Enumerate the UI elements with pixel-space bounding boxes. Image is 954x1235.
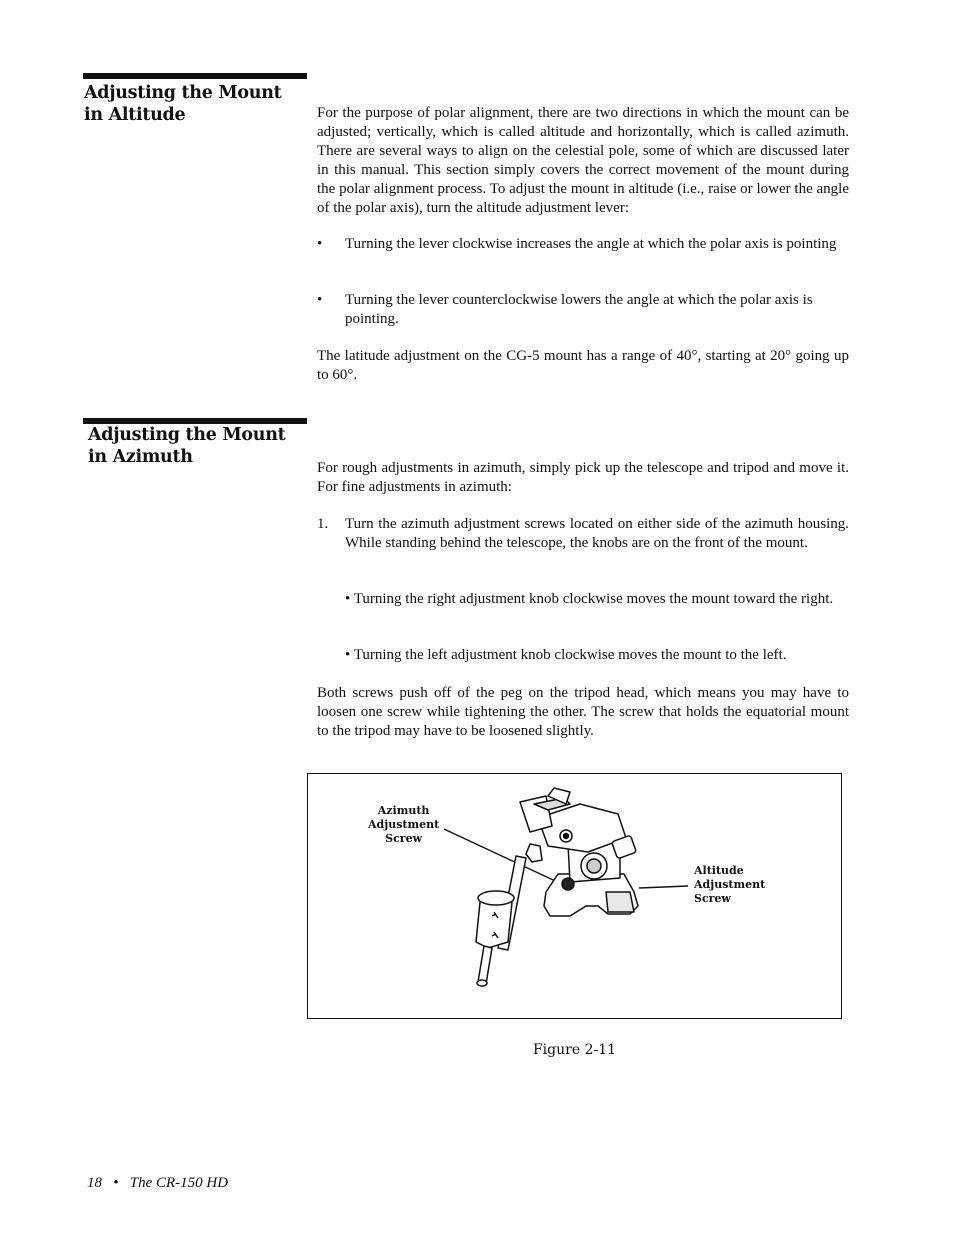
altitude-intro-paragraph: For the purpose of polar alignment, there are two directions in which the mount can be adjusted; vertically, which is called altitude and horizontally, which is called azimuth. There are several ways to align on the celestial pole, some of which are discussed later in this manual. This section simply covers the correct movement of the mount during the polar alignment process. To adjust the mount in altitude (i.e., raise or lower the angle of the polar axis), turn the altitude adjustment lever:: [317, 105, 849, 216]
figure-frame: [307, 773, 842, 1019]
section-title-altitude: Adjusting the Mount in Altitude: [84, 83, 282, 125]
altitude-closing-paragraph: The latitude adjustment on the CG-5 mount has a range of 40°, starting at 20° going up to 60°.: [317, 348, 849, 383]
callout-altitude: Altitude Adjustment Screw: [694, 864, 766, 905]
list-item: [317, 235, 849, 254]
azimuth-sub-bullet-2: • Turning the left adjustment knob clockwise moves the mount to the left.: [345, 647, 787, 663]
page-footer: 18 • The CR-150 HD: [87, 1175, 229, 1191]
figure-caption: Figure 2-11: [532, 1042, 617, 1058]
step-number: 1.: [317, 516, 329, 532]
list-item: [345, 590, 849, 609]
azimuth-closing-paragraph: Both screws push off of the peg on the tripod head, which means you may have to loosen one screw while tightening the other. The screw that holds the equatorial mount to the tripod may have to be loosened slightly.: [317, 685, 849, 739]
mount-illustration: [308, 774, 841, 1018]
bullet-mark: •: [317, 292, 323, 308]
azimuth-intro-paragraph: For rough adjustments in azimuth, simply pick up the telescope and tripod and move it. For fine adjustments in azimuth:: [317, 460, 849, 495]
callout-azimuth: Azimuth Adjustment Screw: [368, 804, 440, 845]
azimuth-step-1: Turn the azimuth adjustment screws located on either side of the azimuth housing. While standing behind the telescope, the knobs are on the front of the mount.: [345, 516, 849, 551]
altitude-leader-line: [639, 886, 688, 888]
section-title-azimuth: Adjusting the Mount in Azimuth: [88, 425, 286, 467]
list-item: [317, 291, 849, 329]
altitude-bullet-2: Turning the lever counterclockwise lowers the angle at which the polar axis is pointing.: [345, 292, 813, 327]
list-item: [317, 515, 849, 553]
bullet-mark: •: [317, 236, 323, 252]
section-rule-altitude: [83, 73, 307, 79]
list-item: [345, 646, 849, 665]
altitude-bullet-1: Turning the lever clockwise increases the angle at which the polar axis is pointing: [345, 236, 837, 252]
azimuth-sub-bullet-1: • Turning the right adjustment knob clockwise moves the mount toward the right.: [345, 591, 834, 607]
